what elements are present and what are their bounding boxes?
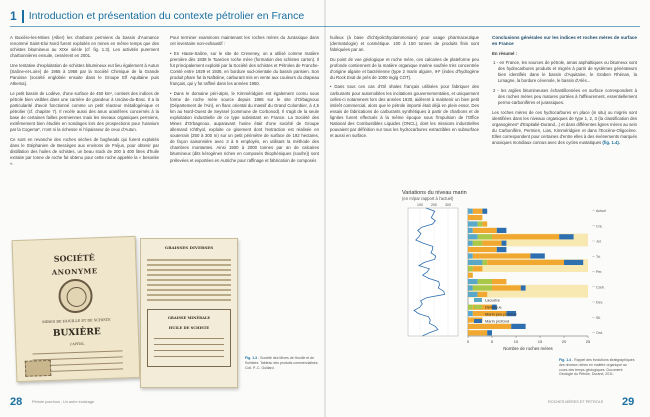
bar-segment [502,241,507,246]
bar-segment [473,209,483,214]
bar-segment [487,260,564,265]
caption-text: - Société des Mines de Houille et de Schistes. Tableau des produits commercialisés. Coll. P.-C. Guillard. [245,356,319,370]
bar-segment [473,266,483,271]
bar-segment [511,324,525,329]
paragraph: Une tentative d'exploitation de schistes bitumineux eut lieu également à Autun (Saône-et-Loire) de 1955 à 1958 par la Société Chimique de la Grande Paroisse (société englobée ensuite dans le Groupe Elf Aquitaine puis Atkema). [10,62,159,87]
caption-text: - Rappel des évolutions stratigraphiques des niveaux riches en matière organique au cours des temps géologiques. Document Geologie du Pétrole, Durand, 2011. [559,358,635,377]
figure-label: Fig. 1.3 [245,356,258,360]
source-rock-chart [400,186,635,372]
bar-segment [482,221,487,226]
bar-segment [468,241,473,246]
paragraph-text: Les roches mères de ces hydrocarbures en place (in situ) ou migrés sont identifiées dans les niveaux organiques de type 1, 2, 3 (la classification des organogènes* d'Espitalié-Durand...) et dans différentes lignes mères au sein du Carbonifère, Permien, Lias, Kimméridgien et dans l'Eocène-Oligocène. Elles correspondent pour certaines d'entre elles à des événements marqués anoxiques mondiaux connus avec des cycles eustatiques [492,109,637,145]
bar-segment [468,279,478,284]
bar-segment [478,221,483,226]
sea-level-tick-label: 100 [417,203,423,207]
figure-caption [245,356,321,370]
x-tick-label: 10 [513,339,519,344]
paragraph: Le petit bassin de Lodève, d'une surface de 450 km², contient des indices de pétrole bien visibles dans une carrière de grandeur à Usclas-du-Bosc. Il a la particularité d'avoir fonctionné comme un petit réacteur métallogénique et pétrolier (cf. chapitre 7). Il recèle aussi des anus uranifères concernés à la base de certaines failles permiennes mais les niveaux organiques permiens, extrêmement bien étudiés en sondages lors des prospections pour l'uranium par la Cogema*, n'ont ni la richesse ni l'épaisseur de ceux d'Autun. [10,90,159,133]
age-label: Per. [596,270,603,274]
bar-segment [468,209,473,214]
legend-label: Deltaïque [485,304,502,310]
bar-segment [478,279,492,284]
chart-subtitle: (en m/par rapport à l'actuel) [402,196,454,201]
legend-label: Lacustre [485,297,500,303]
bar-segment [468,330,487,335]
page-number-left: 28 [10,396,23,408]
age-label: Jur. [596,239,602,244]
bar-segment [478,292,488,297]
paragraph: • Dans tous ces cas d'Oil shales français utilisées pour fabriquer des carburants pour automobiles les incitations gouvernementales, et uniquement celles-ci notamment lors des années 1930, aidèrent à maintenir un bien petit intérêt commercial, alors que le pétrole importé était déjà en plein essor. Des essais de fabrications de carburants synthétiques à partir de charbons et de lignites furent effectués à la même époque sous l'impulsion de l'Office National des Combustibles Liquides (ONCL), dont les missions industrielles pouvaient par définition sur tous les hydrocarbures extractibles en subsurface et aussi en surface. [330,84,479,139]
bar-segment [473,253,531,258]
poster-heading: SOCIÉTÉ [53,252,95,264]
figure-caption [559,358,635,377]
x-tick-label: 5 [490,339,494,344]
x-axis-label: Nombre de roches mères [503,346,553,351]
bar-segment [468,247,497,252]
figure-label: Fig. 1.4 [559,358,572,362]
paragraph: A Buxière-les-Mines (Allier) les charbons permiens du bassin d'Aumance renommé Saint-Eloi Nord furent exploités en mines en même temps que des schistes bitumineux au XIXe siècle (cf. fig. 1.3). Les activités purement charbonnières ensuite, cessèrent en 2001. [10,35,159,59]
x-tick-label: 0 [466,339,470,344]
text-column-1 [10,35,159,265]
stamp-icon [25,360,52,377]
bar-segment [497,228,507,233]
bar-segment [473,285,492,290]
bar-segment [482,209,487,214]
legend-label: Marin peu profond [485,311,517,317]
sea-level-panel [408,208,458,336]
poster-table-lines [147,259,231,304]
bar-segment [521,285,526,290]
poster-heading: GRAISSES DIVERSES [164,245,214,250]
chart-title: Variations du niveau marin [402,190,467,196]
conclusions-subtitle: En résumé : [492,50,518,56]
bar-segment [559,234,573,239]
bar-segment [482,241,501,246]
legend-swatch [474,312,482,316]
chapter-title: Introduction et présentation du contexte pétrolier en France [28,10,305,22]
bar-segment [468,311,473,316]
page-number-right: 29 [622,396,635,408]
legend-swatch [474,298,482,302]
paragraph [492,110,637,147]
chapter-number: 1 [10,9,17,23]
bar-segment [468,215,482,220]
conclusions-column [492,35,637,205]
text-column-3 [330,35,479,185]
paragraph: Ce sont en revanche des roches sèches de bogheads qui furent exploités dans le Stéphanien de Bessèges aux environs de Fréjus, pour obtenir par distillation des huiles de schistes, un beau stock de 200 à 400 litres d'huile extraite par tonne de roche fut obtenu pour cette roche appelée la « besonite ». [10,136,159,166]
bar-segment [468,273,473,278]
x-tick-label: 20 [561,339,567,344]
header-separator [22,10,24,23]
bar-segment [473,241,483,246]
paragraph: • En Haute-Saône, sur le site de Creveney, on a utilisé comme matière première dès 1838 le Toarcien roche mère (formation des schistes carton). Il fut principalement exploité par la Société des schistes et Pétroles de Franche-Comté entre 1929 et 1936, en bordure sud-orientale du bassin parisien. Son produit phare fut la Naftoline, carburant mis en vente aux couleurs du drapeau français, qui y fut raffiné dans les années 1950. [170,50,319,87]
poster-title: BUXIÈRE [52,327,101,339]
chart-svg [400,186,635,372]
paragraph: • Dans le domaine péri-alpin, le Kimméridgien est également connu sous forme de roche mère source depuis 1865 sur le site d'Orbagnoux (Département de l'Ain), en flanc oriental du massif du Grand Colombier, à 4,5 km au Nord-Ouest de Seyssel (commune de Corbonod). Il s'agit de la seule exploitation industrielle de ce type subsistant en France. La Société des Mines d'Orbagnoux, auparavant l'usine était d'une société de Groupe allemand Ichthyol, exploite ce gisement dont l'extraction est réalisée en souterrain (250 à 300 m) sur un petit périmètre de surface de 192 hectares, de façon saisonnière avec 3 à 5 employés, en utilisant la méthode des chambres montantes. Ainsi 1500 à 2000 tonnes par an de calcaires bitumineux (dits kérogènes riches en composés thiophéniques (soufre)) sont prélevées et exportées en Autriche pour raffinage et fabrication de composés [170,90,319,163]
bar-segment [468,292,478,297]
bar-segment [530,253,544,258]
conclusion-item: 2 - les argiles bitumineuses échantillonnées en surface correspondent à des roches mères peu matures portées à l'affleurement, essentiellement permo-carbonifères et jurassiques. [493,87,637,106]
poster-text: HUILE DE SCHISTE [168,326,210,330]
bar-segment [468,260,482,265]
bar-segment [473,228,497,233]
age-label: Dev. [596,300,604,305]
age-label: Sil. [596,315,601,320]
bar-segment [492,279,506,284]
age-label: Cré. [596,224,603,229]
poster-product-list-image [140,238,238,388]
age-label: Actuel [596,209,606,213]
bar-segment [468,266,473,271]
bar-segment [482,260,487,265]
sea-level-tick-label: 300 [445,203,451,207]
conclusions-title: Conclusions générales sur les indices et roches mères de surface en France [492,35,637,47]
text-column-2 [170,35,319,235]
legend-swatch [474,305,482,309]
age-label: Tri. [596,254,602,259]
header-rule [10,26,640,27]
poster-frame [147,309,231,367]
poster-societe-anonyme-image [12,236,141,382]
bar-segment [487,330,492,335]
bar-segment [468,324,511,329]
paragraph: Du point de vue géologique et roche mère, ces calcaires de plateforme peu profonde contiennent de la matière organique marine soufrée très concentrée d'origine algaire et bactérienne (type 2 marin alguire, IH* (index d'hydrogène du Rock Eval de près de 1000 mg/g COT). [330,56,479,80]
bar-segment [468,285,473,290]
bar-segment [497,247,507,252]
legend-swatch [474,319,482,323]
poster-heading: GRAISSE MINÉRALE [167,316,211,320]
bar-segment [564,260,583,265]
running-footer-right: ROCHES MÈRES ET PÉTROLE [548,400,604,404]
poster-text: MINES DE HOUILLE ET DE SCHISTE [42,317,111,325]
age-label: Carb. [596,285,605,290]
x-tick-label: 25 [585,339,591,344]
bar-segment [492,234,559,239]
bar-segment [468,305,473,310]
paragraph: Pour terminer examinons maintenant les roches mères du Jurassique dans cet inventaire non-exhaustif : [170,35,319,47]
x-tick-label: 15 [537,339,543,344]
bar-segment [468,253,473,258]
figure-reference: (fig. 1.4). [602,139,621,145]
age-label: Ord. [596,331,603,335]
bar-segment [468,228,473,233]
poster-heading: ANONYME [51,266,98,277]
legend-label: Marin profond [485,318,510,324]
seal-icon [58,278,93,313]
bar-segment [468,234,478,239]
bar-segment [478,234,492,239]
page-gutter [324,0,326,417]
chapter-header [10,6,304,26]
conclusion-item: 1 - en France, les sources de pétrole, amas asphaltiques ou bitumeux sont des hydrocarbures produits et migrés à partir de systèmes générateurs bien identifiés dans le bassin d'Aquitaine, le Graben Rhénan, la Limagne, la bordure cévenole, le bassin d'Alès... [493,60,637,84]
bar-segment [492,285,521,290]
bar-segment [468,221,478,226]
running-footer-left: Pétrole pourtous : Un autre éclairage [32,400,95,404]
sea-level-tick-label: 200 [431,203,437,207]
poster-text: CAPITAL [69,341,85,347]
paragraph: huileux (à base d'ichtyolicthyolammoniure) pour usage pharmaceutique (dermatologie) et cosmétique. 100 à 150 tonnes de produits finis sont fabriquées par an. [330,35,479,53]
